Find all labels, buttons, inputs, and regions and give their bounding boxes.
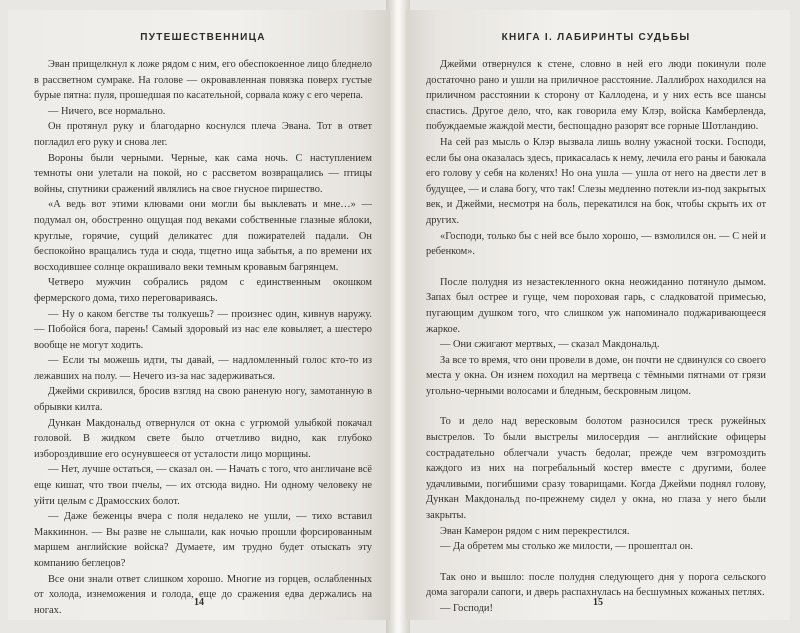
paragraph: — Ничего, все нормально. xyxy=(48,105,166,117)
paragraph: Джейми скривился, бросив взгляд на свою раненую ногу, замотанную в обрывки килта. xyxy=(34,386,372,414)
paragraph: — Даже беженцы вчера с поля недалеко не ушли, — тихо вставил Маккиннон. — Вы разве не слышали, как ночью прошли форсированным маршем английские войска? Думаете, им трудно будет отыскать эту компанию беглецов? xyxy=(34,511,372,569)
paragraph: За все то время, что они провели в доме, он почти не сдвинулся со своего места у окна. Он изнем походил на мертвеца с тёмными пятнами от грязи угольно-черными волосами и бледным, бескровным лицом. xyxy=(426,354,766,397)
paragraph: Все они знали ответ слишком хорошо. Многие из горцев, ослабленных от холода, изнеможения и голода, еще до сражения едва держались на ногах. xyxy=(34,573,372,616)
paragraph: Дункан Макдональд отвернулся от окна с угрюмой улыбкой покачал головой. В жидком свете было отчетливо видно, как глубоко избороздившие его осунувшееся от усталости лицо морщины. xyxy=(34,417,372,460)
paragraph: Эван Камерон рядом с ним перекрестился. xyxy=(440,525,630,537)
paragraph: — Ну о каком бегстве ты толкуешь? — произнес один, кивнув наружу. — Побойся бога, парень! Самый здоровый из нас еле ковыляет, а шестеро вообще не могут ходить. xyxy=(34,308,372,351)
right-page xyxy=(406,10,790,620)
paragraph: Он протянул руку и благодарно коснулся плеча Эвана. Тот в ответ погладил его руку и снова лег. xyxy=(34,121,372,148)
paragraph: На сей раз мысль о Клэр вызвала лишь волну ужасной тоски. Господи, если бы она оказалась здесь, прикасалась к нему, лечила его раны и баюкала его голову у себя на коленях! Но она ушла — ушла от него на двести лет в будущее, — и слава богу, что так! Слезы медленно потекли из-под закрытых век, и Джейми, несмотря на боль, перекатился на бок, чтобы скрыть их от других. xyxy=(426,136,766,226)
paragraph: — Господи! xyxy=(440,603,493,614)
left-running-head: ПУТЕШЕСТВЕННИЦА xyxy=(140,32,266,43)
paragraph: — Они сжигают мертвых, — сказал Макдональд. xyxy=(440,339,660,351)
paragraph: «А ведь вот этими клювами они могли бы выклевать и мне…» — подумал он, обостренно ощущая под веками собственные глазные яблоки, круглые, горячие, сущий деликатес для пожирателей падали. Он беспокойно вращались туда и сюда, тщетно ища забытья, а по времени их восходившее солнце окрашивало веки темным кровавым багрянцем. xyxy=(34,199,372,273)
paragraph: Джейми отвернулся к стене, словно в ней его люди покинули поле достаточно рано и ушли на приличное расстояние. Лаллиброх находился на приличном расстоянии к сторону от Каллодена, и у них есть все шансы спастись. Другое дело, что, как говорила ему Клэр, войска Камберленда, побуждаемые жаждой мести, беспощадно разорят все горные Шотландию. xyxy=(426,59,766,133)
paragraph: Вороны были черными. Черные, как сама ночь. С наступлением темноты они улетали на покой, но с рассветом возвращались — птицы войны, спутники сражений являлись на свое гнусное пиршество. xyxy=(34,152,372,195)
paragraph: Четверо мужчин собрались рядом с единственным окошком фермерского дома, тихо переговариваясь. xyxy=(34,277,372,304)
paragraph: — Нет, лучше остаться, — сказал он. — Начать с того, что англичане всё еще кишат, что твои пчелы, — их отсюда видно. Ни одному человеку не уйти целым с Драмосских болот. xyxy=(34,464,372,507)
right-running-head: КНИГА I. ЛАБИРИНТЫ СУДЬБЫ xyxy=(501,32,691,43)
paragraph: Так оно и вышло: после полудня следующего дня у порога сельского дома загорали сапоги, и дверь распахнулась на бесшумных кожаных петлях. xyxy=(426,571,766,599)
paragraph: То и дело над вересковым болотом разносился треск ружейных выстрелов. То были выстрелы милосердия — английские офицеры сострадательно облегчали участь бедолаг, прежде чем взгромоздить каждого из них на погребальный костер вместе с другими, более удачливыми, погибшими сразу товарищами. Когда Джейми поднял голову, Дункан Макдональд по-прежнему сидел у окна, но глаза у него были закрыты. xyxy=(426,416,766,522)
paragraph: — Если ты можешь идти, ты давай, — надломленный голос кто-то из лежавших на полу. — Нечего из-за нас задерживаться. xyxy=(34,355,372,382)
left-page-number: 14 xyxy=(194,597,204,608)
right-page-number: 15 xyxy=(593,597,603,608)
paragraph: — Да обретем мы столько же милости, — прошептал он. xyxy=(440,541,693,553)
paragraph: После полудня из незастекленного окна неожиданно потянуло дымом. Запах был острее и гуще, чем пороховая гарь, с сладковатой примесью, пугающим душком того, что слишком уж напоминало поджаривающееся жаркое. xyxy=(426,276,766,335)
paragraph: «Господи, только бы с ней все было хорошо, — взмолился он. — С ней и ребенком». xyxy=(426,230,766,258)
left-page xyxy=(8,10,390,620)
paragraph: Эван прищелкнул к ложе рядом с ним, его обеспокоенное лицо бледнело в рассветном сумраке. На голове — окровавленная повязка поверх густые бурые пятна: пуля, прошедшая по касательной, сорвала кожу с его черепа. xyxy=(34,59,372,102)
